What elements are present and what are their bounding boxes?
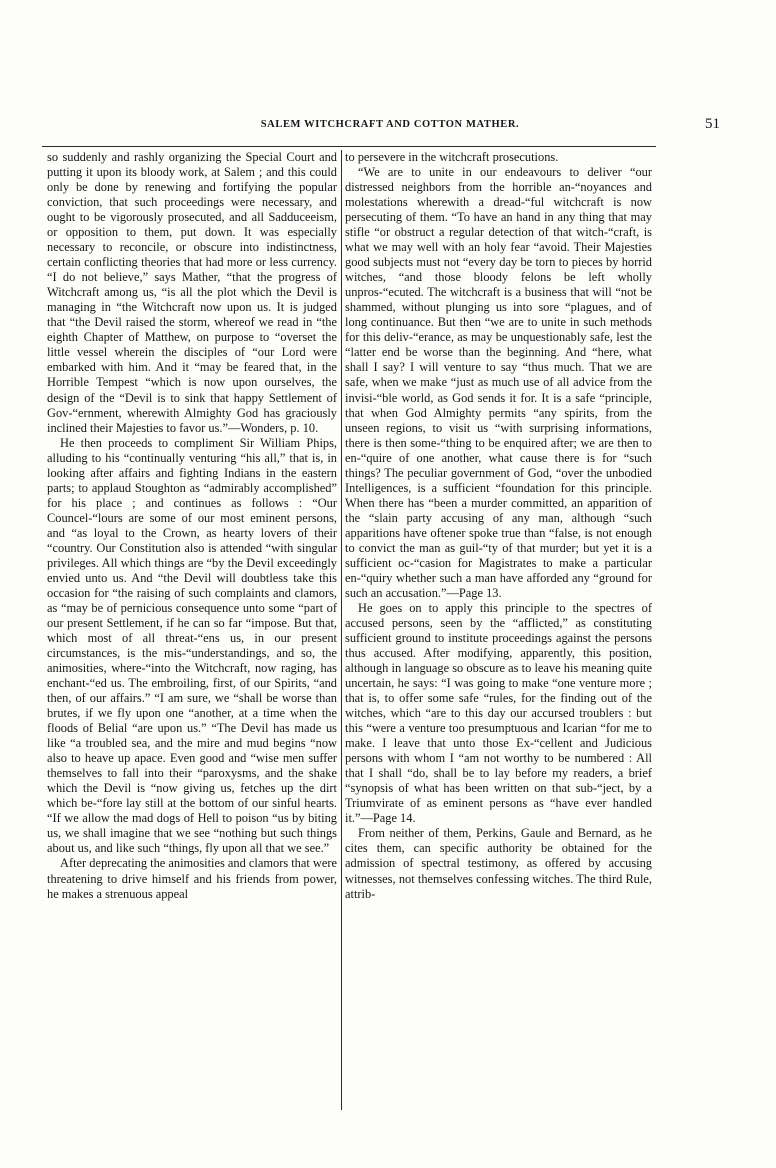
running-title: SALEM WITCHCRAFT AND COTTON MATHER.: [260, 119, 520, 130]
running-head: [40, 116, 740, 139]
left-column: [47, 150, 337, 902]
column-divider: [341, 150, 342, 1110]
paragraph: He goes on to apply this principle to the spectres of accused persons, seen by the “afflicted,” as constituting sufficient ground to institute proceedings against the persons thus accused. After modifying, apparently, this position, although in language so obscure as to leave his meaning quite uncertain, he says: “I was going to make “one venture more ; that is, to offer some safe “rules, for the finding out of the witches, which “are to this day our accursed troublers : but this “were a venture too presumptuous and Icarian “for me to make. I leave that unto those Ex-“cellent and Judicious persons with whom I “am not worthy to be numbered : All that I shall “do, shall be to lay before my readers, a brief “synopsis of what has been written on that sub-“ject, by a Triumvirate of as eminent persons as “have ever handled it.”—Page 14.: [345, 600, 652, 826]
paragraph: He then proceeds to compliment Sir William Phips, alluding to his “continually venturing “his all,” that is, in looking after affairs and fighting Indians in the eastern parts; to applaud Stoughton as “admirably accomplished” for his place ; and continues as follows : “Our Councel-“lours are some of our most eminent persons, and “as loyal to the Crown, as hearty lovers of their “country. Our Constitution also is attended “with singular privileges. All which things are “by the Devil exceedingly envied unto us. And “the Devil will doubtless take this occasion for “the raising of such complaints and clamors, as “may be of pernicious consequence unto some “part of our present Settlement, if he can so far “impose. But that, which most of all threat-“ens us, in our present circumstances, is the mis-“understandings, and so, the animosities, where-“into the Witchcraft, now raging, has enchant-“ed us. The embroiling, first, of our Spirits, “and then, of our affairs.” “I am sure, we “shall be worse than brutes, if we fly upon one “another, at a time when the floods of Belial “are upon us.” “The Devil has made us like “a troubled sea, and the mire and mud begins “now also to heave up apace. Even good and “wise men suffer themselves to fall into their “paroxysms, and the shake which the Devil is “now giving us, fetches up the dirt which be-“fore lay still at the bottom of our sinful hearts. “If we allow the mad dogs of Hell to poison “us by biting us, we shall imagine that we see “nothing but such things about us, and like such “things, fly upon all that we see.”: [47, 435, 337, 856]
header-rule: [42, 146, 656, 147]
paragraph: After deprecating the animosities and clamors that were threatening to drive himself and his friends from power, he makes a strenuous appeal: [47, 856, 337, 901]
page-number: 51: [705, 116, 720, 132]
paragraph: so suddenly and rashly organizing the Special Court and putting it upon its bloody work, at Salem ; and this could only be done by renewing and fortifying the popular conviction, that such proceedings were necessary, and ought to be vigorously prosecuted, and all Sadduceeism, or opposition to them, put down. It was especially necessary to reconcile, or obscure into indistinctness, certain conflicting theories that had more or less currency. “I do not believe,” says Mather, “that the progress of Witchcraft among us, “is all the plot which the Devil is managing in “the Witchcraft now upon us. It is judged that “the Devil raised the storm, whereof we read in “the eighth Chapter of Matthew, on purpose to “overset the little vessel wherein the disciples of “our Lord were embarked with him. And it “may be feared that, in the Horrible Tempest “which is now upon ourselves, the design of the “Devil is to sink that happy Settlement of Gov-“ernment, wherewith Almighty God has graciously inclined their Majesties to favor us.”—Wonders, p. 10.: [47, 150, 337, 435]
paragraph: From neither of them, Perkins, Gaule and Bernard, as he cites them, can specific authority be obtained for the admission of spectral testimony, as offered by accusing witnesses, not themselves confessing witches. The third Rule, attrib-: [345, 826, 652, 901]
paragraph: “We are to unite in our endeavours to deliver “our distressed neighbors from the horrible an-“noyances and molestations wherewith a dread-“ful witchcraft is now persecuting of them. “To have an hand in any thing that may stifle “or obstruct a regular detection of that witch-“craft, is what we may well with an holy fear “avoid. Their Majesties good subjects must not “every day be torn to pieces by horrid witches, “and those bloody felons be left wholly unpros-“ecuted. The witchcraft is a business that will “not be shammed, without plunging us into sore “plagues, and of long continuance. But then “we are to unite in such methods for this deliv-“erance, as may be unquestionably safe, lest the “latter end be worse than the beginning. And “here, what shall I say? I will venture to say “thus much. That we are safe, when we make “just as much use of all advice from the invisi-“ble world, as God sends it for. It is a safe “principle, that when God Almighty permits “any spirits, from the unseen regions, to visit us “with surprising informations, there is then some-“thing to be enquired after; we are then to en-“quire of one another, what cause there is for “such things? The peculiar government of God, “over the unbodied Intelligences, is a sufficient “foundation for this principle. When there has “been a murder committed, an apparition of the “slain party accusing of any man, although “such apparitions have oftener spoke true than “false, is not enough to convict the man as guil-“ty of that murder; but yet it is a sufficient oc-“casion for Magistrates to make a particular en-“quiry whether such a man have afforded any “ground for such an accusation.”—Page 13.: [345, 165, 652, 600]
right-column: [345, 150, 652, 902]
paragraph: to persevere in the witchcraft prosecutions.: [345, 150, 559, 164]
